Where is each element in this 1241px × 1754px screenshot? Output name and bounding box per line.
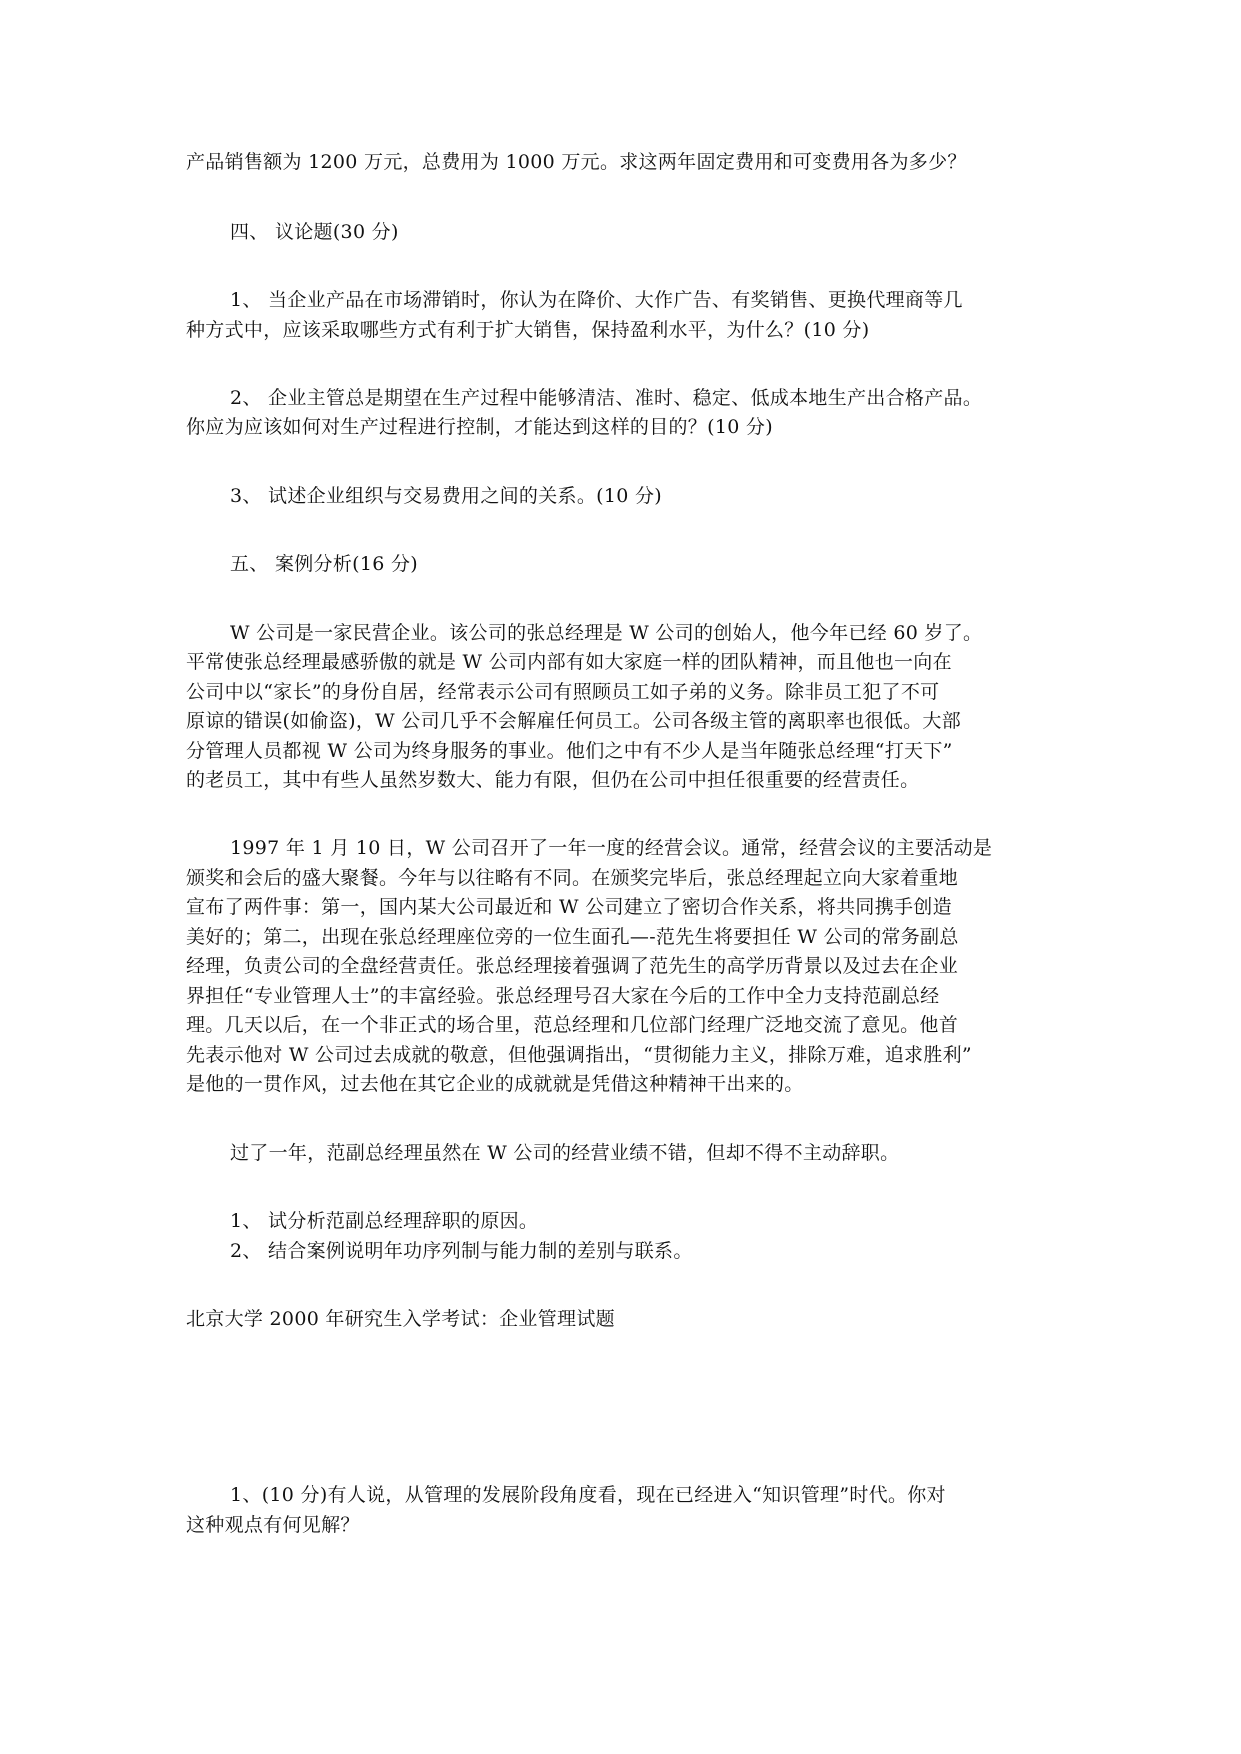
exam-title: 北京大学 2000 年研究生入学考试：企业管理试题: [186, 1308, 615, 1330]
case-paragraph-2-line: 界担任“专业管理人士”的丰富经验。张总经理号召大家在今后的工作中全力支持范副总经: [186, 985, 940, 1007]
section-five-heading: 五、 案例分析(16 分): [230, 553, 418, 575]
case-paragraph-1-line: 公司中以“家长”的身份自居，经常表示公司有照顾员工如子弟的义务。除非员工犯了不可: [186, 681, 940, 703]
final-question-line1: 1、(10 分)有人说，从管理的发展阶段角度看，现在已经进入“知识管理”时代。你对: [230, 1484, 946, 1506]
case-paragraph-2-line: 理。几天以后，在一个非正式的场合里，范总经理和几位部门经理广泛地交流了意见。他首: [186, 1014, 959, 1036]
intro-line: 产品销售额为 1200 万元，总费用为 1000 万元。求这两年固定费用和可变费用各为多少？: [186, 151, 967, 173]
case-paragraph-2-line: 宣布了两件事：第一，国内某大公司最近和 W 公司建立了密切合作关系，将共同携手创造: [186, 896, 952, 918]
section-four-q3: 3、 试述企业组织与交易费用之间的关系。(10 分): [230, 485, 662, 507]
case-paragraph-1-line: W 公司是一家民营企业。该公司的张总经理是 W 公司的创始人，他今年已经 60 岁了。: [230, 622, 983, 644]
section-four-q2-line2: 你应为应该如何对生产过程进行控制，才能达到这样的目的？(10 分): [186, 416, 773, 438]
final-question-line2: 这种观点有何见解？: [186, 1514, 360, 1536]
case-paragraph-2-line: 1997 年 1 月 10 日，W 公司召开了一年一度的经营会议。通常，经营会议的主要活动是: [230, 837, 993, 859]
section-four-heading: 四、 议论题(30 分): [230, 221, 399, 243]
case-paragraph-2-line: 先表示他对 W 公司过去成就的敬意，但他强调指出，“贯彻能力主义，排除万难，追求胜利”: [186, 1044, 972, 1066]
section-four-q1-line2: 种方式中，应该采取哪些方式有利于扩大销售，保持盈利水平，为什么？(10 分): [186, 319, 870, 341]
case-paragraph-3: 过了一年，范副总经理虽然在 W 公司的经营业绩不错，但却不得不主动辞职。: [230, 1142, 900, 1164]
case-paragraph-1-line: 分管理人员都视 W 公司为终身服务的事业。他们之中有不少人是当年随张总经理“打天下”: [186, 740, 953, 762]
case-paragraph-2-line: 美好的；第二，出现在张总经理座位旁的一位生面孔—-范先生将要担任 W 公司的常务副总: [186, 926, 959, 948]
case-paragraph-2-line: 经理，负责公司的全盘经营责任。张总经理接着强调了范先生的高学历背景以及过去在企业: [186, 955, 959, 977]
case-paragraph-2-line: 颁奖和会后的盛大聚餐。今年与以往略有不同。在颁奖完毕后，张总经理起立向大家着重地: [186, 867, 959, 889]
case-question-2: 2、 结合案例说明年功序列制与能力制的差别与联系。: [230, 1240, 693, 1262]
case-paragraph-1-line: 原谅的错误(如偷盗)，W 公司几乎不会解雇任何员工。公司各级主管的离职率也很低。大部: [186, 710, 961, 732]
section-four-q1-line1: 1、 当企业产品在市场滞销时，你认为在降价、大作广告、有奖销售、更换代理商等几: [230, 289, 963, 311]
section-four-q2-line1: 2、 企业主管总是期望在生产过程中能够清洁、准时、稳定、低成本地生产出合格产品。: [230, 387, 983, 409]
case-question-1: 1、 试分析范副总经理辞职的原因。: [230, 1210, 539, 1232]
case-paragraph-1-line: 的老员工，其中有些人虽然岁数大、能力有限，但仍在公司中担任很重要的经营责任。: [186, 769, 920, 791]
case-paragraph-2-line: 是他的一贯作风，过去他在其它企业的成就就是凭借这种精神干出来的。: [186, 1073, 804, 1095]
case-paragraph-1-line: 平常使张总经理最感骄傲的就是 W 公司内部有如大家庭一样的团队精神，而且他也一向在: [186, 651, 952, 673]
